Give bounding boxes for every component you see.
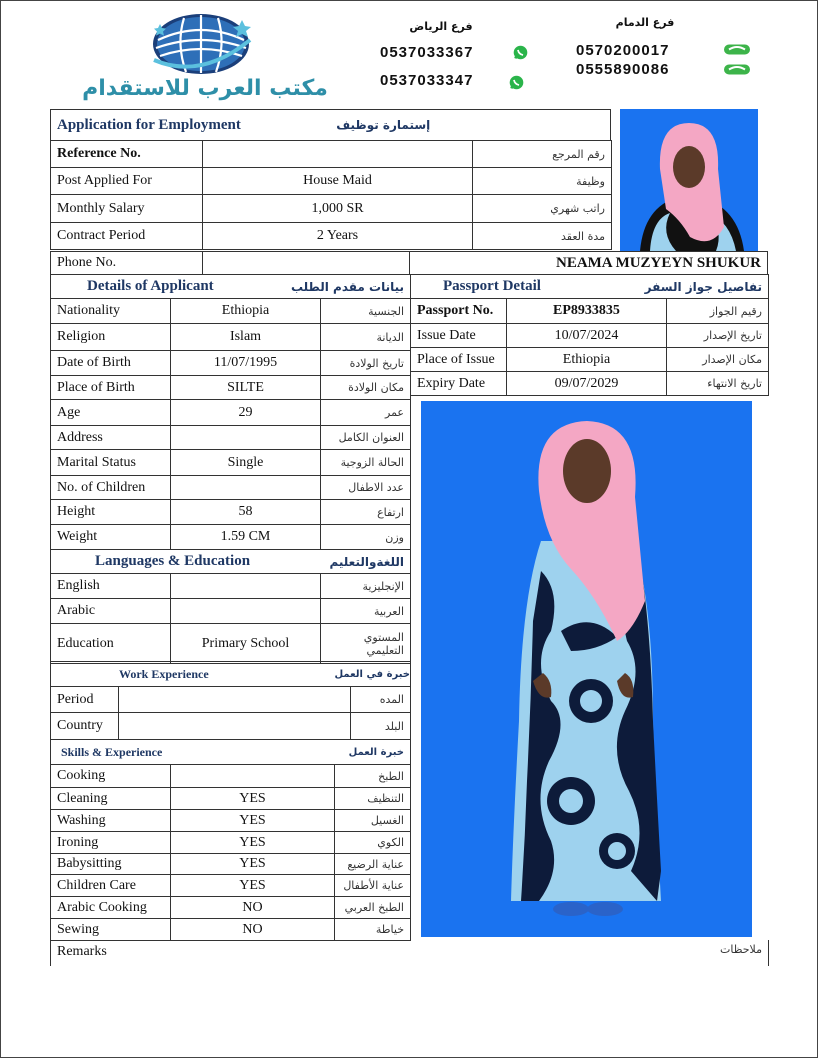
- table-row: [51, 832, 411, 854]
- post-value: House Maid: [203, 168, 473, 195]
- remarks-label: Remarks: [57, 944, 107, 959]
- country-value: [119, 713, 351, 740]
- dob-label: Date of Birth: [51, 351, 171, 376]
- sewing-label: Sewing: [51, 919, 171, 941]
- cleaning-label-ar: التنظيف: [335, 788, 411, 810]
- expiry-date-label-ar: تاريخ الانتهاء: [667, 372, 769, 396]
- marital-label-ar: الحالة الزوجية: [321, 450, 411, 476]
- table-row: [51, 450, 411, 476]
- table-row: [411, 372, 769, 396]
- cleaning-value: YES: [171, 788, 335, 810]
- arabic-cooking-value: NO: [171, 897, 335, 919]
- table-row: [51, 168, 612, 195]
- applicant-title-ar: بيانات مقدم الطلب: [321, 275, 411, 299]
- riyadh-phone-2[interactable]: 0537033347: [380, 72, 474, 89]
- pob-label-ar: مكان الولادة: [321, 376, 411, 400]
- phone-label: Phone No.: [51, 252, 203, 275]
- height-value: 58: [171, 500, 321, 525]
- table-row: [51, 765, 411, 788]
- salary-label: Monthly Salary: [51, 195, 203, 223]
- weight-label: Weight: [51, 525, 171, 550]
- expiry-date-value: 09/07/2029: [507, 372, 667, 396]
- period-value: [119, 687, 351, 713]
- children-care-label: Children Care: [51, 875, 171, 897]
- place-of-issue-label-ar: مكان الإصدار: [667, 348, 769, 372]
- skills-title-ar: خبرة العمل: [335, 740, 411, 765]
- reference-value: [203, 141, 473, 168]
- skills-table: [50, 739, 411, 941]
- table-row: [51, 141, 612, 168]
- pob-label: Place of Birth: [51, 376, 171, 400]
- riyadh-branch-title: فرع الرياض: [409, 20, 473, 33]
- table-row: [51, 599, 411, 624]
- table-row: [51, 854, 411, 875]
- salary-label-ar: راتب شهري: [473, 195, 612, 223]
- arabic-value: [171, 599, 321, 624]
- logo-text: مكتب العرب للاستقدام: [82, 76, 328, 101]
- riyadh-phone-1[interactable]: 0537033367: [380, 44, 474, 61]
- nationality-label-ar: الجنسية: [321, 299, 411, 324]
- religion-label: Religion: [51, 324, 171, 351]
- table-row: [51, 426, 411, 450]
- age-value: 29: [171, 400, 321, 426]
- babysitting-value: YES: [171, 854, 335, 875]
- phone-icon: [722, 40, 752, 57]
- work-experience-table: [50, 661, 411, 740]
- application-title-en: Application for Employment: [51, 110, 301, 141]
- applicant-title-en: Details of Applicant: [51, 275, 321, 299]
- table-row: [51, 624, 411, 664]
- address-label-ar: العنوان الكامل: [321, 426, 411, 450]
- issue-date-label: Issue Date: [411, 324, 507, 348]
- languages-title-ar: اللغةوالتعليم: [321, 550, 411, 574]
- remarks-row: [50, 940, 769, 966]
- children-value: [171, 476, 321, 500]
- table-row: [411, 348, 769, 372]
- table-row: [51, 400, 411, 426]
- dob-label-ar: تاريخ الولادة: [321, 351, 411, 376]
- religion-label-ar: الديانة: [321, 324, 411, 351]
- table-row: [51, 324, 411, 351]
- whatsapp-icon: [512, 44, 529, 61]
- cooking-value: [171, 765, 335, 788]
- weight-label-ar: وزن: [321, 525, 411, 550]
- dob-value: 11/07/1995: [171, 351, 321, 376]
- table-row: [51, 223, 612, 250]
- full-name: NEAMA MUZYEYN SHUKUR: [410, 252, 768, 275]
- post-label: Post Applied For: [51, 168, 203, 195]
- table-row: [51, 897, 411, 919]
- issue-date-value: 10/07/2024: [507, 324, 667, 348]
- table-row: [51, 810, 411, 832]
- applicant-details-table: [50, 274, 411, 664]
- marital-label: Marital Status: [51, 450, 171, 476]
- applicant-full-body-photo: [421, 401, 752, 937]
- babysitting-label: Babysitting: [51, 854, 171, 875]
- sewing-label-ar: خياطة: [335, 919, 411, 941]
- reference-label: Reference No.: [51, 141, 203, 168]
- table-row: [51, 299, 411, 324]
- country-label: Country: [51, 713, 119, 740]
- washing-value: YES: [171, 810, 335, 832]
- work-title-ar: خبرة في العمل: [351, 662, 411, 687]
- passport-table: [410, 274, 769, 396]
- languages-title-en: Languages & Education: [51, 550, 321, 574]
- english-label: English: [51, 574, 171, 599]
- work-title-en: Work Experience: [51, 662, 351, 687]
- country-label-ar: البلد: [351, 713, 411, 740]
- cooking-label: Cooking: [51, 765, 171, 788]
- address-value: [171, 426, 321, 450]
- dammam-phone-2[interactable]: 0555890086: [576, 61, 670, 78]
- table-row: [51, 500, 411, 525]
- children-label-ar: عدد الاطفال: [321, 476, 411, 500]
- arabic-cooking-label: Arabic Cooking: [51, 897, 171, 919]
- age-label-ar: عمر: [321, 400, 411, 426]
- expiry-date-label: Expiry Date: [411, 372, 507, 396]
- english-value: [171, 574, 321, 599]
- period-label-ar: المده: [351, 687, 411, 713]
- contract-label-ar: مدة العقد: [473, 223, 612, 250]
- phone-name-row: [50, 251, 768, 275]
- table-row: [51, 351, 411, 376]
- table-row: [51, 195, 612, 223]
- phone-value: [203, 252, 410, 275]
- place-of-issue-value: Ethiopia: [507, 348, 667, 372]
- arabic-cooking-label-ar: الطبخ العربي: [335, 897, 411, 919]
- reference-label-ar: رقم المرجع: [473, 141, 612, 168]
- application-table: [50, 140, 612, 250]
- washing-label: Washing: [51, 810, 171, 832]
- sewing-value: NO: [171, 919, 335, 941]
- nationality-value: Ethiopia: [171, 299, 321, 324]
- remarks-label-ar: ملاحظات: [720, 943, 762, 956]
- pob-value: SILTE: [171, 376, 321, 400]
- cleaning-label: Cleaning: [51, 788, 171, 810]
- table-row: [51, 919, 411, 941]
- table-row: [51, 687, 411, 713]
- ironing-value: YES: [171, 832, 335, 854]
- religion-value: Islam: [171, 324, 321, 351]
- ironing-label-ar: الكوي: [335, 832, 411, 854]
- english-label-ar: الإنجليزية: [321, 574, 411, 599]
- passport-title-en: Passport Detail: [411, 275, 667, 299]
- application-title-ar: إستمارة توظيف: [301, 110, 611, 141]
- babysitting-label-ar: عناية الرضيع: [335, 854, 411, 875]
- ironing-label: Ironing: [51, 832, 171, 854]
- table-row: [51, 574, 411, 599]
- education-value: Primary School: [171, 624, 321, 664]
- whatsapp-icon: [508, 74, 525, 91]
- application-title-table: [50, 109, 611, 141]
- contract-label: Contract Period: [51, 223, 203, 250]
- dammam-phone-1[interactable]: 0570200017: [576, 42, 670, 59]
- children-label: No. of Children: [51, 476, 171, 500]
- passport-no-label: Passport No.: [411, 299, 507, 324]
- passport-title-ar: تفاصيل جواز السفر: [667, 275, 769, 299]
- place-of-issue-label: Place of Issue: [411, 348, 507, 372]
- marital-value: Single: [171, 450, 321, 476]
- applicant-portrait-photo: [620, 109, 758, 251]
- children-care-label-ar: عناية الأطفال: [335, 875, 411, 897]
- table-row: [51, 713, 411, 740]
- children-care-value: YES: [171, 875, 335, 897]
- contract-value: 2 Years: [203, 223, 473, 250]
- skills-title-en: Skills & Experience: [51, 740, 335, 765]
- table-row: [51, 875, 411, 897]
- nationality-label: Nationality: [51, 299, 171, 324]
- table-row: [51, 788, 411, 810]
- post-label-ar: وظيفة: [473, 168, 612, 195]
- salary-value: 1,000 SR: [203, 195, 473, 223]
- passport-no-value: EP8933835: [507, 299, 667, 324]
- table-row: [411, 324, 769, 348]
- passport-no-label-ar: رقيم الجواز: [667, 299, 769, 324]
- education-label-ar: المستوي التعليمي: [321, 624, 411, 664]
- height-label: Height: [51, 500, 171, 525]
- period-label: Period: [51, 687, 119, 713]
- phone-icon: [722, 60, 752, 77]
- education-label: Education: [51, 624, 171, 664]
- dammam-branch-title: فرع الدمام: [615, 16, 675, 29]
- weight-value: 1.59 CM: [171, 525, 321, 550]
- address-label: Address: [51, 426, 171, 450]
- arabic-label: Arabic: [51, 599, 171, 624]
- cooking-label-ar: الطبخ: [335, 765, 411, 788]
- table-row: [51, 525, 411, 550]
- table-row: [51, 476, 411, 500]
- issue-date-label-ar: تاريخ الإصدار: [667, 324, 769, 348]
- table-row: [51, 376, 411, 400]
- globe-logo-icon: [146, 10, 256, 76]
- arabic-label-ar: العربية: [321, 599, 411, 624]
- height-label-ar: ارتفاع: [321, 500, 411, 525]
- washing-label-ar: الغسيل: [335, 810, 411, 832]
- age-label: Age: [51, 400, 171, 426]
- table-row: [411, 299, 769, 324]
